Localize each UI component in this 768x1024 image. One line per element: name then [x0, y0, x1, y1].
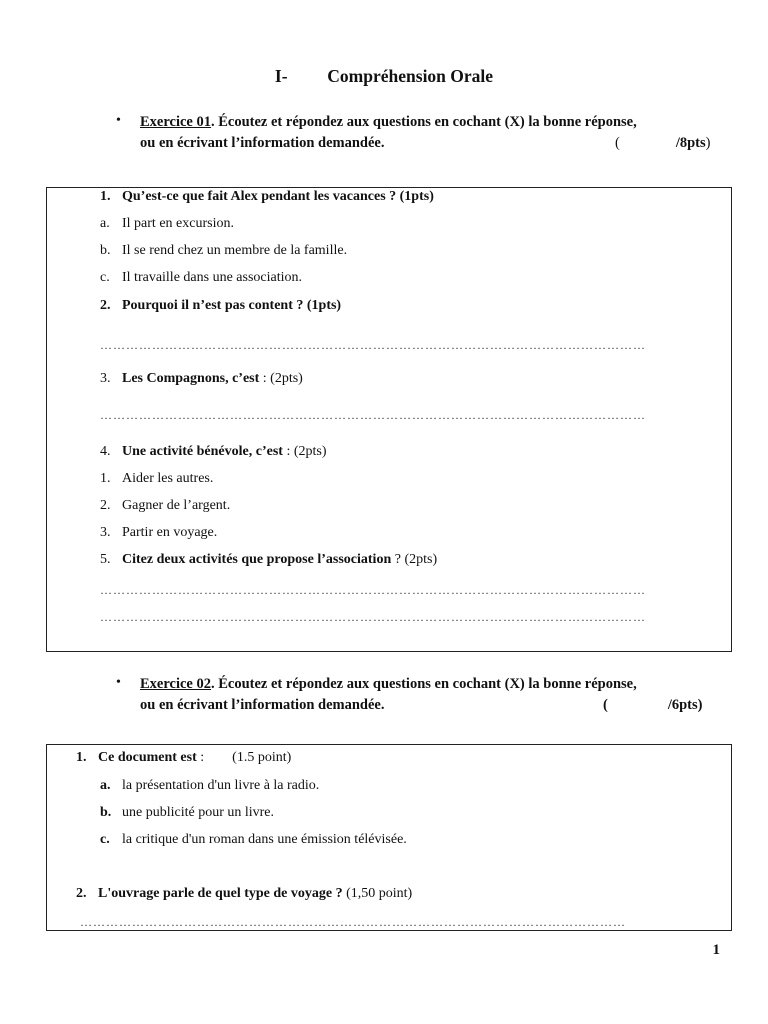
section-number: I-	[274, 66, 288, 86]
ex1-q4-option-1[interactable]: 1. Aider les autres.	[100, 471, 214, 486]
page-number: 1	[712, 942, 720, 958]
ex2-q1-option-b[interactable]: b. une publicité pour un livre.	[100, 805, 275, 820]
ex2-q1-option-a[interactable]: a. la présentation d'un livre à la radio.	[100, 778, 320, 793]
ex1-q5-answer-line-1[interactable]: ………………………………………………………………………………………………………………	[100, 583, 646, 597]
ex1-score: ( /8pts)	[615, 135, 711, 151]
ex1-q3: 3. Les Compagnons, c’est : (2pts)	[100, 371, 303, 386]
ex1-instruction-line2: ou en écrivant l’information demandée.	[140, 135, 385, 151]
ex1-q2: 2. Pourquoi il n’est pas content ? (1pts)	[100, 298, 342, 313]
ex1-q3-answer-line[interactable]: ………………………………………………………………………………………………………………	[100, 408, 646, 422]
ex1-instruction	[140, 114, 637, 131]
ex1-instruction-text: . Écoutez et répondez aux questions en cochant (X) la bonne réponse,	[211, 114, 637, 130]
ex2-instruction	[140, 676, 637, 693]
bullet-icon: •	[116, 113, 121, 128]
ex1-q4-option-2[interactable]: 2. Gagner de l’argent.	[100, 498, 231, 513]
ex1-q4-option-3[interactable]: 3. Partir en voyage.	[100, 525, 218, 540]
ex2-q1-option-c[interactable]: c. la critique d'un roman dans une émission télévisée.	[100, 832, 407, 847]
section-title	[0, 66, 768, 87]
bullet-icon: •	[116, 675, 121, 690]
ex1-q4: 4. Une activité bénévole, c’est : (2pts)	[100, 444, 327, 459]
ex1-label: Exercice 01	[140, 114, 211, 130]
ex2-instruction-line2: ou en écrivant l’information demandée.	[140, 697, 385, 713]
ex1-q1-option-c[interactable]: c. Il travaille dans une association.	[100, 270, 302, 285]
section-title-text: Compréhension Orale	[327, 66, 494, 86]
ex1-q1-option-b[interactable]: b. Il se rend chez un membre de la famille.	[100, 243, 348, 258]
ex1-q1: 1. Qu’est-ce que fait Alex pendant les vacances ? (1pts)	[100, 189, 434, 204]
ex1-q1-option-a[interactable]: a. Il part en excursion.	[100, 216, 234, 231]
ex1-q2-answer-line[interactable]: ………………………………………………………………………………………………………………	[100, 338, 646, 352]
ex2-instruction-text: . Écoutez et répondez aux questions en cochant (X) la bonne réponse,	[211, 676, 637, 692]
ex2-score: ( /6pts)	[603, 697, 703, 713]
ex1-q5: 5. Citez deux activités que propose l’association ? (2pts)	[100, 552, 438, 567]
ex2-q1: 1. Ce document est : (1.5 point)	[76, 750, 292, 765]
ex1-q5-answer-line-2[interactable]: ………………………………………………………………………………………………………………	[100, 610, 646, 624]
ex2-q2: 2. L'ouvrage parle de quel type de voyage ? (1,50 point)	[76, 886, 413, 901]
ex2-q2-answer-line[interactable]: ………………………………………………………………………………………………………………	[80, 915, 626, 929]
ex2-label: Exercice 02	[140, 676, 211, 692]
